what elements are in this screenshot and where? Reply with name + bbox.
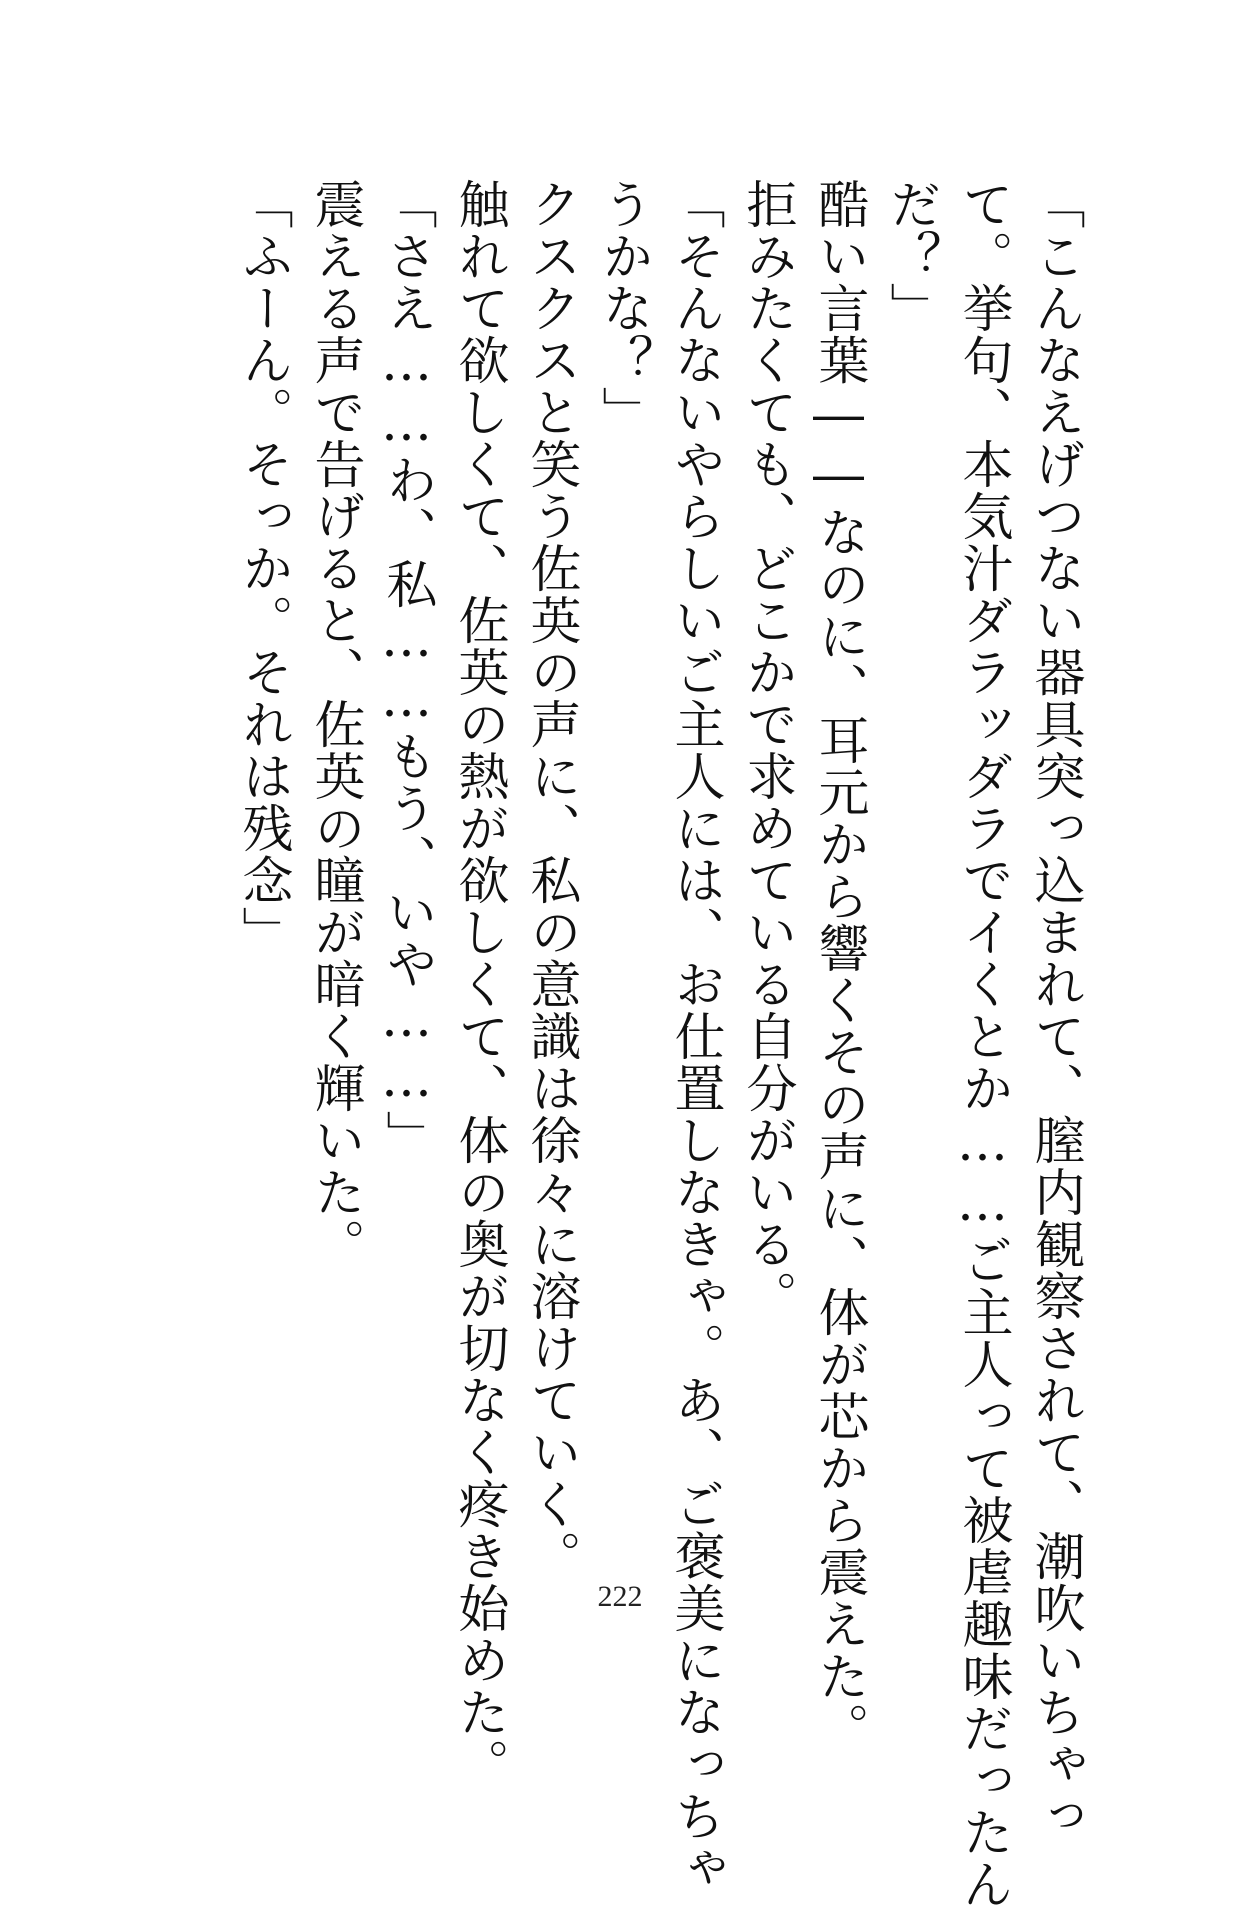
text-line: クスクスと笑う佐英の声に、私の意識は徐々に溶けていく。 [521,178,580,1582]
vertical-text-body [226,178,1090,1910]
text-line: 「さえ……わ、私……もう、いや……」 [377,178,436,1162]
text-line: 震える声で告げると、佐英の瞳が暗く輝いた。 [305,178,364,1270]
text-line: 「そんないやらしいご主人には、お仕置しなきゃ。あ、ご褒美になっちゃ [665,178,724,1894]
text-line: 拒みたくても、どこかで求めている自分がいる。 [737,178,796,1322]
text-line: て。挙句、本気汁ダラッダラでイくとか……ご主人って被虐趣味だったん [953,178,1012,1910]
text-line: 「ふーん。そっか。それは残念」 [233,178,292,958]
text-line: 触れて欲しくて、佐英の熱が欲しくて、体の奥が切なく疼き始めた。 [449,178,508,1790]
page-number: 222 [597,1580,643,1613]
text-line: うかな？」 [593,178,652,438]
text-line: 「こんなえげつない器具突っ込まれて、膣内観察されて、潮吹いちゃっ [1025,178,1084,1842]
text-line: 酷い言葉――なのに、耳元から響くその声に、体が芯から震えた。 [809,178,868,1754]
text-line: だ？」 [881,178,940,334]
